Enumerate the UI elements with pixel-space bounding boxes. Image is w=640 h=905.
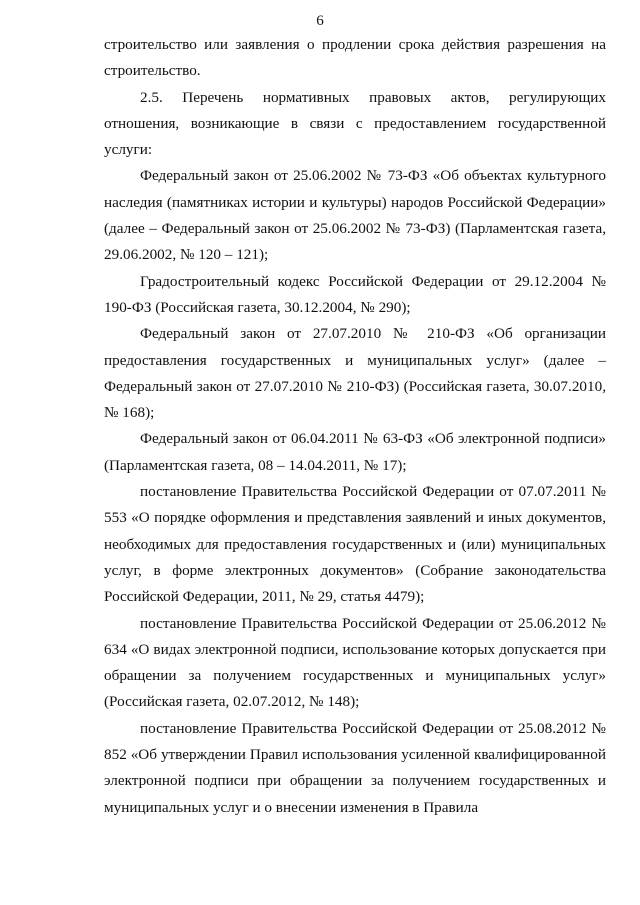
paragraph-decree-634: постановление Правительства Российской Федерации от 25.06.2012 № 634 «О видах электронной подписи, использование которых допускается при обращении за получением государственных и муниципальных услуг» (Российская газета, 02.07.2012, № 148);	[104, 614, 606, 711]
paragraph-law-210-fz: Федеральный закон от 27.07.2010 № 210-ФЗ «Об организации предоставления государственных и муниципальных услуг» (далее – Федеральный закон от 27.07.2010 № 210-ФЗ) (Российская газета, 30.07.2010, № 168);	[104, 325, 606, 422]
paragraph-decree-852: постановление Правительства Российской Федерации от 25.08.2012 № 852 «Об утверждении Правил использования усиленной квалифицированной электронной подписи при обращении за получением государственных и муниципальных услуг и о внесении изменения в Правила	[104, 719, 606, 816]
document-body	[104, 32, 606, 821]
paragraph-law-63-fz: Федеральный закон от 06.04.2011 № 63-ФЗ «Об электронной подписи» (Парламентская газета, 08 – 14.04.2011, № 17);	[104, 430, 606, 474]
paragraph-law-73-fz: Федеральный закон от 25.06.2002 № 73-ФЗ «Об объектах культурного наследия (памятниках истории и культуры) народов Российской Федерации» (далее – Федеральный закон от 25.06.2002 № 73-ФЗ) (Парламентская газета, 29.06.2002, № 120 – 121);	[104, 167, 606, 264]
paragraph-section-2-5: 2.5. Перечень нормативных правовых актов, регулирующих отношения, возникающие в связи с предоставлением государственной услуги:	[104, 88, 606, 159]
paragraph-continuation: строительство или заявления о продлении срока действия разрешения на строительство.	[104, 36, 606, 80]
page-number: 6	[316, 13, 324, 29]
paragraph-urban-planning-code: Градостроительный кодекс Российской Федерации от 29.12.2004 № 190-ФЗ (Российская газета, 30.12.2004, № 290);	[104, 272, 606, 316]
paragraph-decree-553: постановление Правительства Российской Федерации от 07.07.2011 № 553 «О порядке оформления и представления заявлений и иных документов, необходимых для предоставления государственных и (или) муниципальных услуг, в форме электронных документов» (Собрание законодательства Российской Федерации, 2011, № 29, статья 4479);	[104, 483, 606, 606]
